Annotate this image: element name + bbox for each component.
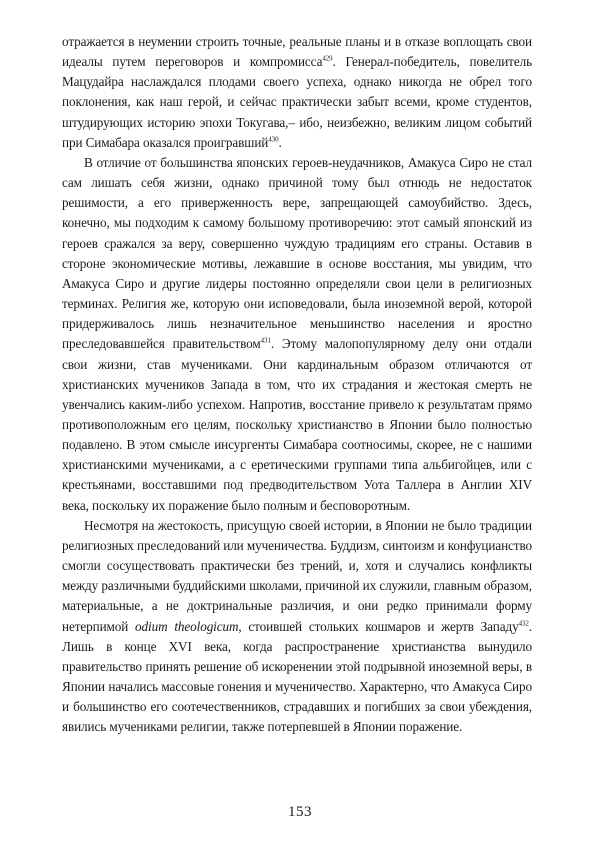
- footnote-ref: 430: [268, 135, 279, 144]
- footnote-ref: 431: [260, 336, 271, 345]
- text-run: . Этому малопопулярному делу они отдали свои жизни, став мучениками. Они кардинальным образом отличаются от христианских мучеников Запада в том, что их страдания и жестокая смерть не увенчались каким-либо успехом. Напротив, восстание привело к результатам прямо противоположным его целям, поскольку христианство в Японии было полностью подавлено. В этом смысле инсургенты Симабара соотносимы, скорее, не с нашими христианскими мучениками, а с еретическими группами типа альбигойцев, или с крестьянами, восставшими под предводительством Уота Таллера в Англии XIV века, поскольку их поражение было полным и бесповоротным.: [62, 336, 532, 513]
- text-run: . Лишь в конце XVI века, когда распространение христианства вынудило правительство принять решение об искоренении этой подрывной иноземной веры, в Японии начались массовые гонения и мученичество. Характерно, что Амакуса Сиро и большинство его соотечественников, страдавших и погибших за свои убеждения, явились мучениками религии, также потерпевшей в Японии поражение.: [62, 618, 532, 735]
- paragraph-1: [62, 32, 532, 153]
- text-run: Несмотря на жестокость, присущую своей истории, в Японии не было традиции религиозных преследований или мученичества. Буддизм, синтоизм и конфуцианство смогли сосуществовать практически без трений, и, хотя и случались конфликты между различными буддийскими школами, причиной их служили, главным образом, материальные, а не доктринальные различия, и они редко принимали форму нетерпимой: [62, 517, 532, 634]
- text-run: отражается в неумении строить точные, реальные планы и в отказе воплощать свои идеалы путем переговоров и компромисса: [62, 34, 532, 70]
- text-run: В отличие от большинства японских героев-неудачников, Амакуса Сиро не стал сам лишать себя жизни, однако причиной тому был отнюдь не недостаток решимости, а его приверженность вере, запрещающей самоубийство. Здесь, конечно, мы подходим к самому большому противоречию: этот самый японский из героев сражался за веру, совершенно чуждую традициям его страны. Оставив в стороне экономические мотивы, лежавшие в основе восстания, мы увидим, что Амакуса Сиро и другие лидеры постоянно определяли свои цели в религиозных терминах. Религия же, которую они исповедовали, была иноземной верой, которой придерживалось лишь незначительное меньшинство населения и яростно преследовавшейся правительством: [62, 154, 532, 352]
- italic-phrase: odium theologicum: [135, 618, 239, 634]
- footnote-ref: 432: [518, 619, 529, 628]
- page-number: 153: [288, 804, 312, 820]
- paragraph-2: [62, 153, 532, 516]
- paragraph-3: [62, 516, 532, 738]
- page-body: [62, 32, 532, 737]
- text-run: .: [278, 134, 282, 150]
- text-run: . Генерал-победитель, повелитель Мацудайра наслаждался плодами своего успеха, однако никогда не обрел того поклонения, как наш герой, и сейчас практически забыт всеми, кроме студентов, штудирующих историю эпохи Токугава,– ибо, неизбежно, великим лицом событий при Симабара оказался проигравший: [62, 54, 532, 150]
- footnote-ref: 429: [322, 54, 333, 63]
- text-run: , стоившей стольких кошмаров и жертв Западу: [238, 618, 519, 634]
